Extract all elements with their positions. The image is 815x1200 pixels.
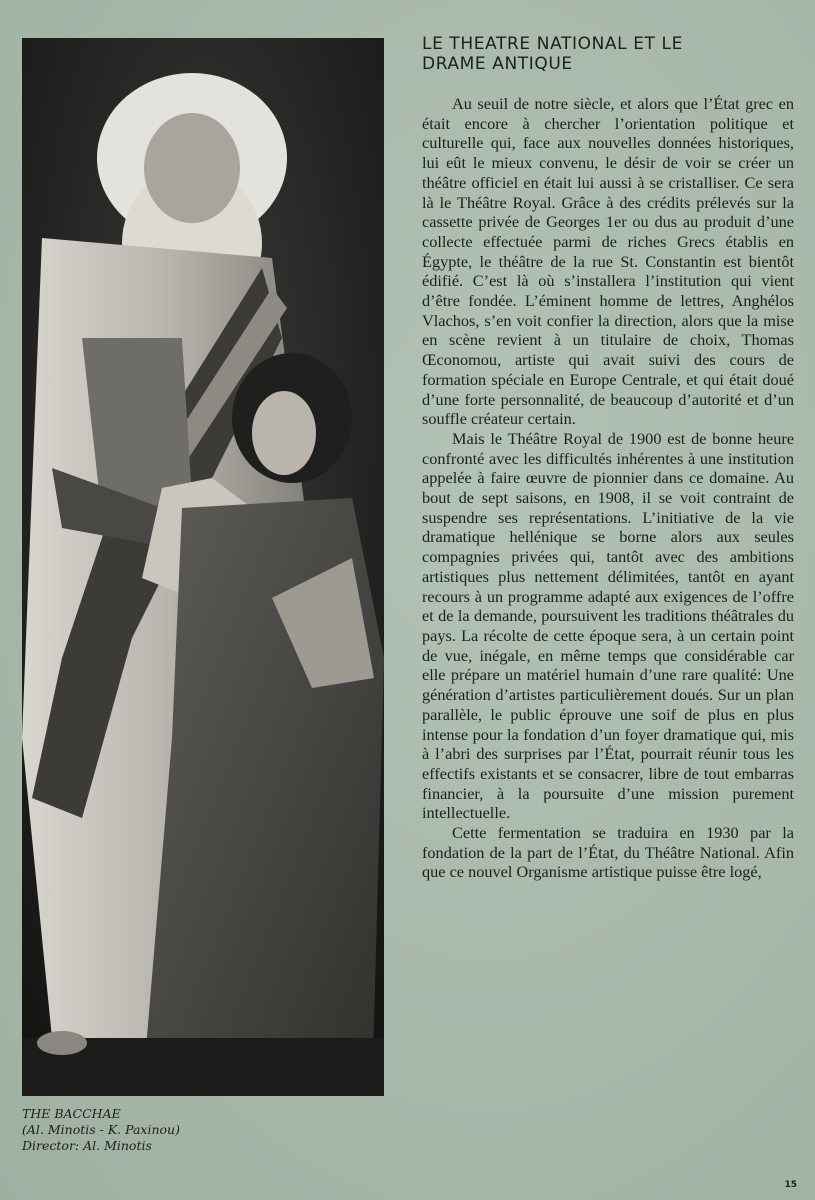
article-body: [422, 94, 794, 882]
page-number: 15: [784, 1180, 797, 1190]
caption-cast: (Al. Minotis - K. Paxinou): [22, 1122, 180, 1137]
stage-photograph: [22, 38, 384, 1096]
photo-caption: [22, 1106, 322, 1154]
paragraph: Cette fermentation se traduira en 1930 par la fondation de la part de l’État, du Théâtre National. Afin que ce nouvel Organisme artistique puisse être logé,: [422, 823, 794, 882]
paragraph: Au seuil de notre siècle, et alors que l’État grec en était encore à chercher l’orientation politique et culturelle qui, face aux nouvelles données historiques, lui eût le mieux convenu, le désir de voir se créer un théâtre officiel en était lui aussi à se cristalliser. Ce sera là le Théâtre Royal. Grâce à des crédits prélevés sur la cassette privée de Georges 1er ou dus au produit d’une collecte effectuée parmi de riches Grecs établis en Égypte, le théâtre de la rue St. Constantin est bientôt édifié. C’est là où s’installera l’institution qui vient d’être fondée. L’éminent homme de lettres, Anghélos Vlachos, s’en voit confier la direction, alors que la mise en scène revient à un titulaire de choix, Thomas Œconomou, artiste qui avait suivi des cours de formation spéciale en Europe Centrale, et qui était doué d’une forte personnalité, de beaucoup d’autorité et d’un souffle créateur certain.: [422, 94, 794, 429]
caption-title: THE BACCHAE: [22, 1106, 121, 1121]
title-line: DRAME ANTIQUE: [422, 54, 573, 74]
article: [422, 34, 794, 882]
paragraph: Mais le Théâtre Royal de 1900 est de bonne heure confronté avec les difficultés inhérentes à une institution appelée à faire œuvre de pionnier dans ce domaine. Au bout de sept saisons, en 1908, il se voit contraint de suspendre ses représentations. L’initiative de la vie dramatique hellénique se borne alors aux seules compagnies privées qui, tantôt avec des ambitions artistiques plus nettement délimitées, tantôt en ayant recours à un programme adapté aux exigences de l’offre et de la demande, poursuivent les traditions théâtrales du pays. La récolte de cette époque sera, à un certain point de vue, inégale, en même temps que considérable car elle prépare un matériel humain d’une rare qualité: Une génération d’artistes particulièrement doués. Sur un plan parallèle, le public éprouve une soif de plus en plus intense pour la fondation d’un foyer dramatique qui, mis à l’abri des surprises par l’État, pourrait réunir tous les effectifs existants et se consacrer, libre de tout embarras financier, à la poursuite d’une mission purement intellectuelle.: [422, 428, 794, 823]
production-photo: [22, 38, 384, 1096]
article-title: [422, 34, 794, 74]
title-line: LE THEATRE NATIONAL ET LE: [422, 34, 683, 54]
caption-director: Director: Al. Minotis: [22, 1138, 152, 1153]
